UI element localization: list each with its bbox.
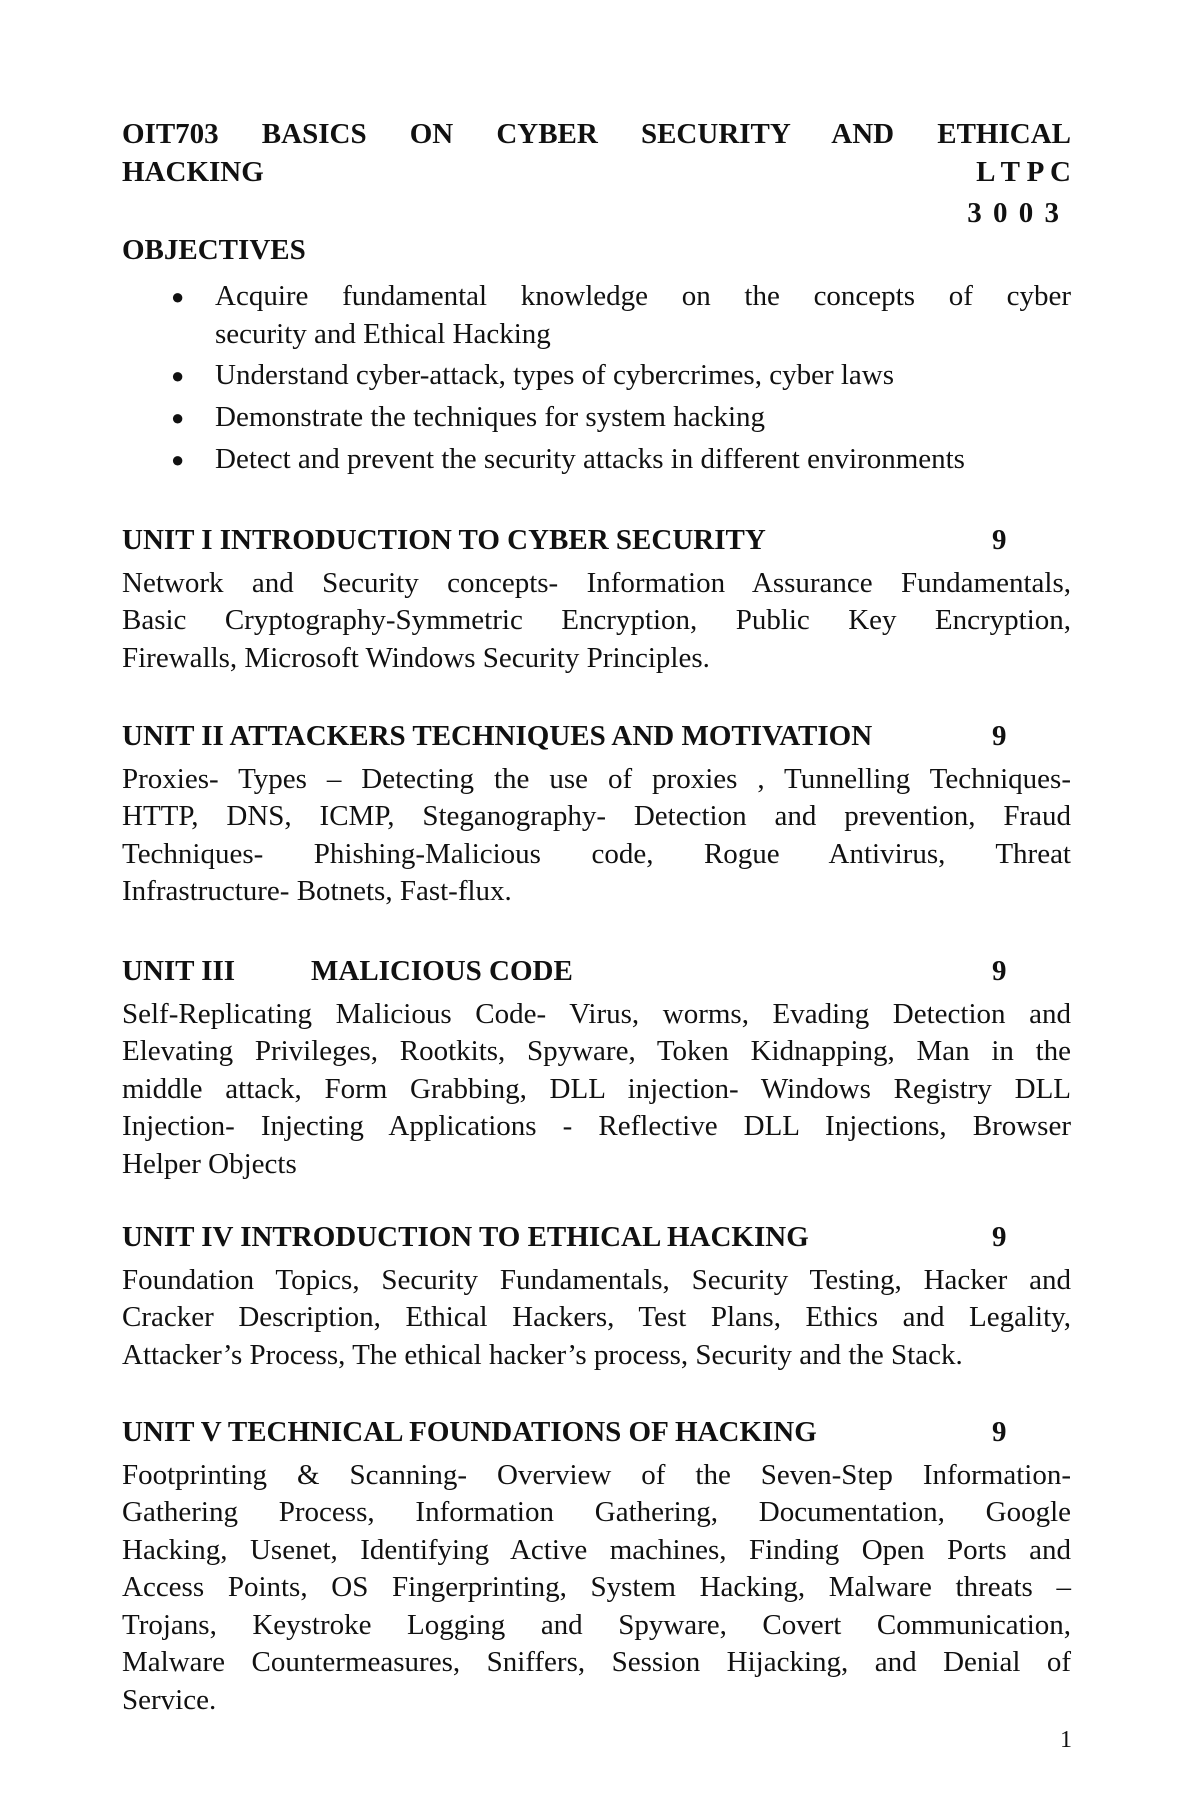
bullet-icon: ● [171, 284, 185, 309]
unit-heading [122, 1414, 1071, 1452]
ltpc-label: L T P C [976, 155, 1071, 188]
objective-text: Acquire fundamental knowledge on the concepts of cyber [215, 280, 1071, 312]
unit-hours: 9 [992, 524, 1007, 556]
objective-text: Detect and prevent the security attacks in different environments [215, 443, 965, 475]
unit-hours: 9 [992, 955, 1007, 987]
unit-body [122, 565, 1071, 678]
unit-body-line: HTTP, DNS, ICMP, Steganography- Detection and prevention, Fraud [122, 800, 1071, 832]
unit-section [122, 1219, 1071, 1374]
course-header [122, 116, 1071, 233]
unit-title: UNIT IV INTRODUCTION TO ETHICAL HACKING [122, 1221, 809, 1253]
unit-body-line: Techniques- Phishing-Malicious code, Rogue Antivirus, Threat [122, 837, 1071, 870]
unit-body-line: Foundation Topics, Security Fundamentals, Security Testing, Hacker and [122, 1263, 1071, 1296]
unit-section [122, 953, 1071, 1183]
bullet-icon: ● [171, 363, 185, 388]
unit-body-line: Service. [122, 1683, 217, 1716]
unit-body-line: Hacking, Usenet, Identifying Active machines, Finding Open Ports and [122, 1533, 1071, 1566]
unit-section [122, 718, 1071, 911]
ltpc-values: 3 0 0 3 [967, 197, 1061, 229]
unit-body-line: Proxies- Types – Detecting the use of proxies , Tunnelling Techniques- [122, 762, 1071, 795]
page-number: 1 [1060, 1727, 1072, 1753]
unit-body [122, 996, 1071, 1184]
unit-body-line: Footprinting & Scanning- Overview of the Seven-Step Information- [122, 1458, 1071, 1491]
course-title-line2: HACKING [122, 155, 264, 188]
bullet-icon: ● [171, 405, 185, 430]
unit-hours: 9 [992, 1416, 1007, 1448]
unit-body [122, 1457, 1071, 1720]
unit-body-line: Infrastructure- Botnets, Fast-flux. [122, 875, 512, 907]
unit-body-line: middle attack, Form Grabbing, DLL injection- Windows Registry DLL [122, 1072, 1071, 1105]
unit-hours: 9 [992, 1221, 1007, 1253]
unit-body-line: Network and Security concepts- Information Assurance Fundamentals, [122, 566, 1071, 599]
objectives-heading: OBJECTIVES [122, 234, 306, 266]
objective-text: Understand cyber-attack, types of cybercrimes, cyber laws [215, 359, 895, 391]
unit-heading [122, 522, 1071, 560]
unit-body-line: Cracker Description, Ethical Hackers, Test Plans, Ethics and Legality, [122, 1301, 1071, 1333]
unit-heading [122, 1219, 1071, 1257]
objective-text: security and Ethical Hacking [215, 317, 551, 350]
unit-body-line: Helper Objects [122, 1147, 297, 1180]
unit-body-line: Injection- Injecting Applications - Reflective DLL Injections, Browser [122, 1110, 1071, 1142]
unit-body-line: Trojans, Keystroke Logging and Spyware, Covert Communication, [122, 1608, 1071, 1641]
course-title-line2-row [122, 154, 1071, 192]
unit-body-line: Gathering Process, Information Gathering, Documentation, Google [122, 1496, 1071, 1528]
unit-title: UNIT V TECHNICAL FOUNDATIONS OF HACKING [122, 1416, 817, 1448]
unit-title: UNIT III [122, 955, 236, 987]
unit-body [122, 761, 1071, 911]
course-title-line1: OIT703 BASICS ON CYBER SECURITY AND ETHICAL [122, 118, 1071, 150]
unit-body [122, 1262, 1071, 1375]
unit-body-line: Access Points, OS Fingerprinting, System Hacking, Malware threats – [122, 1571, 1071, 1603]
unit-body-line: Elevating Privileges, Rootkits, Spyware, Token Kidnapping, Man in the [122, 1035, 1071, 1067]
unit-subtitle: MALICIOUS CODE [311, 955, 573, 987]
unit-section [122, 522, 1071, 677]
unit-body-line: Self-Replicating Malicious Code- Virus, worms, Evading Detection and [122, 997, 1071, 1030]
unit-hours: 9 [992, 720, 1007, 752]
objective-text: Demonstrate the techniques for system hacking [215, 401, 766, 433]
bullet-icon: ● [171, 447, 185, 472]
unit-title: UNIT II ATTACKERS TECHNIQUES AND MOTIVATION [122, 720, 873, 752]
unit-section [122, 1414, 1071, 1719]
unit-body-line: Firewalls, Microsoft Windows Security Principles. [122, 641, 710, 674]
unit-heading [122, 718, 1071, 756]
unit-heading [122, 953, 1071, 991]
unit-body-line: Attacker’s Process, The ethical hacker’s process, Security and the Stack. [122, 1338, 963, 1371]
unit-body-line: Malware Countermeasures, Sniffers, Session Hijacking, and Denial of [122, 1646, 1071, 1678]
unit-title: UNIT I INTRODUCTION TO CYBER SECURITY [122, 524, 766, 556]
unit-body-line: Basic Cryptography-Symmetric Encryption, Public Key Encryption, [122, 604, 1071, 636]
